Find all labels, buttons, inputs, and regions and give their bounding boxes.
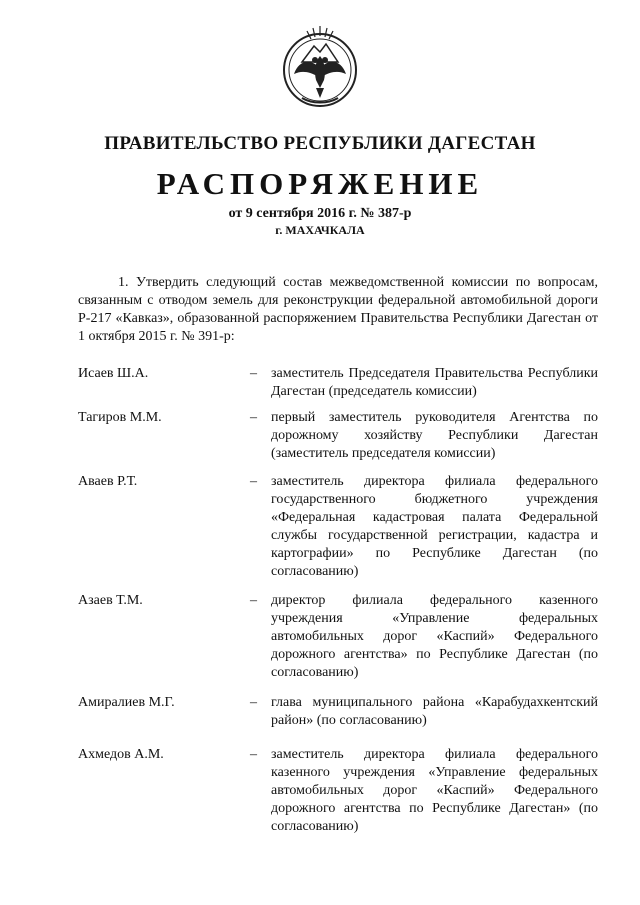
member-name: Ахмедов А.М. <box>78 747 164 762</box>
document-city: г. МАХАЧКАЛА <box>275 223 365 237</box>
intro-paragraph: 1. Утвердить следующий состав межведомственной комиссии по вопросам, связанным с отводом земель для реконструкции федеральной автомобильной дороги Р-217 «Кавказ», образованной распоряжением Правительства Республики Дагестан от 1 октября 2015 г. № 391-р: <box>78 275 598 344</box>
member-role: первый заместитель руководителя Агентства по дорожному хозяйству Республики Дагестан (заместитель председателя комиссии) <box>271 410 598 461</box>
member-name: Азаев Т.М. <box>78 593 143 608</box>
member-dash: – <box>250 593 257 608</box>
member-role: заместитель Председателя Правительства Республики Дагестан (председатель комиссии) <box>271 366 598 399</box>
document-type-title: РАСПОРЯЖЕНИЕ <box>156 166 484 201</box>
member-name: Исаев Ш.А. <box>78 366 149 381</box>
document-date-number: от 9 сентября 2016 г. № 387-р <box>228 206 412 221</box>
member-dash: – <box>250 474 257 489</box>
member-dash: – <box>250 366 257 381</box>
member-dash: – <box>250 410 257 425</box>
government-title: ПРАВИТЕЛЬСТВО РЕСПУБЛИКИ ДАГЕСТАН <box>104 133 536 154</box>
member-name: Аваев Р.Т. <box>78 474 138 489</box>
member-name: Амиралиев М.Г. <box>78 695 175 710</box>
member-name: Тагиров М.М. <box>78 410 162 425</box>
member-role: заместитель директора филиала федерального казенного учреждения «Управление федеральных автомобильных дорог «Каспий» Федерального дорожного агентства по Республике Дагестан» (по согласованию) <box>271 747 598 834</box>
member-role: глава муниципального района «Карабудахкентский район» (по согласованию) <box>271 695 598 728</box>
member-role: заместитель директора филиала федерального государственного бюджетного учреждения «Федеральная кадастровая палата Федеральной службы государственной регистрации, кадастра и картографии» по Республике Дагестан (по согласованию) <box>271 474 598 579</box>
dagestan-coat-of-arms-icon <box>280 22 360 110</box>
member-dash: – <box>250 747 257 762</box>
member-dash: – <box>250 695 257 710</box>
member-role: директор филиала федерального казенного учреждения «Управление федеральных автомобильных дорог «Каспий» Федерального дорожного агентства» по Республике Дагестан (по согласованию) <box>271 593 598 680</box>
